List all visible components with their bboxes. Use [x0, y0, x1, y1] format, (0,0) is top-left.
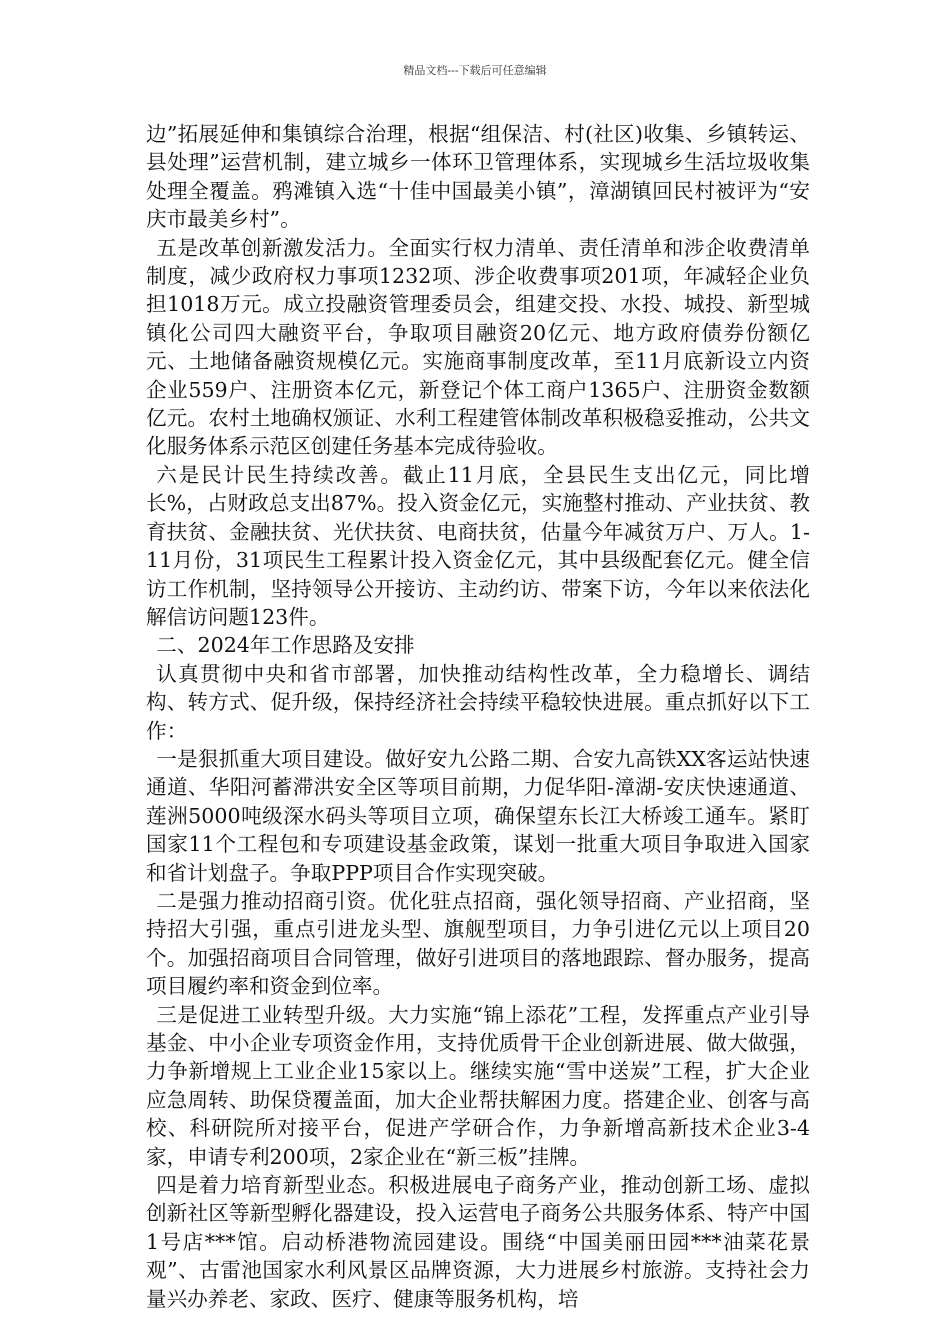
paragraph-2: 五是改革创新激发活力。全面实行权力清单、责任清单和涉企收费清单制度，减少政府权力事项1232项、涉企收费事项201项，年减轻企业负担1018万元。成立投融资管理委员会，组建交投、水投、城投、新型城镇化公司四大融资平台，争取项目融资20亿元、地方政府债券份额亿元、土地储备融资规模亿元。实施商事制度改革，至11月底新设立内资企业559户、注册资本亿元，新登记个体工商户1365户、注册资金数额亿元。农村土地确权颁证、水利工程建管体制改革积极稳妥推动，公共文化服务体系示范区创建任务基本完成待验收。: [146, 235, 810, 459]
page-header: 精品文档---下载后可任意编辑: [403, 64, 547, 77]
paragraph-6: 二是强力推动招商引资。优化驻点招商，强化领导招商、产业招商，坚持招大引强，重点引进龙头型、旗舰型项目，力争引进亿元以上项目20个。加强招商项目合同管理，做好引进项目的落地跟踪、督办服务，提高项目履约率和资金到位率。: [146, 888, 810, 999]
paragraph-3: 六是民计民生持续改善。截止11月底，全县民生支出亿元，同比增长%，占财政总支出87%。投入资金亿元，实施整村推动、产业扶贫、教育扶贫、金融扶贫、光伏扶贫、电商扶贫，估量今年减贫万户、万人。1-11月份，31项民生工程累计投入资金亿元，其中县级配套亿元。健全信访工作机制，坚持领导公开接访、主动约访、带案下访，今年以来依法化解信访问题123件。: [146, 462, 810, 629]
paragraph-4: 认真贯彻中央和省市部署，加快推动结构性改革，全力稳增长、调结构、转方式、促升级，保持经济社会持续平稳较快进展。重点抓好以下工作：: [146, 661, 810, 743]
paragraph-5: 一是狠抓重大项目建设。做好安九公路二期、合安九高铁XX客运站快速通道、华阳河蓄滞洪安全区等项目前期，力促华阳-漳湖-安庆快速通道、莲洲5000吨级深水码头等项目立项，确保望东长江大桥竣工通车。紧盯国家11个工程包和专项建设基金政策，谋划一批重大项目争取进入国家和省计划盘子。争取PPP项目合作实现突破。: [146, 746, 810, 885]
paragraph-8: 四是着力培育新型业态。积极进展电子商务产业，推动创新工场、虚拟创新社区等新型孵化器建设，投入运营电子商务公共服务体系、特产中国1号店***馆。启动桥港物流园建设。围绕“中国美丽田园***油菜花景观”、古雷池国家水利风景区品牌资源，大力进展乡村旅游。支持社会力量兴办养老、家政、医疗、健康等服务机构，培: [146, 1173, 810, 1311]
section-heading: 二、2024年工作思路及安排: [156, 633, 415, 658]
paragraph-1: 边”拓展延伸和集镇综合治理，根据“组保洁、村(社区)收集、乡镇转运、县处理”运营机制，建立城乡一体环卫管理体系，实现城乡生活垃圾收集处理全覆盖。鸦滩镇入选“十佳中国最美小镇”，漳湖镇回民村被评为“安庆市最美乡村”。: [146, 122, 810, 232]
paragraph-7: 三是促进工业转型升级。大力实施“锦上添花”工程，发挥重点产业引导基金、中小企业专项资金作用，支持优质骨干企业创新进展、做大做强，力争新增规上工业企业15家以上。继续实施“雪中送炭”工程，扩大企业应急周转、助保贷覆盖面，加大企业帮扶解困力度。搭建企业、创客与高校、科研院所对接平台，促进产学研合作，力争新增高新技术企业3-4家，申请专利200项，2家企业在“新三板”挂牌。: [146, 1002, 810, 1169]
document-body: [146, 120, 810, 1313]
